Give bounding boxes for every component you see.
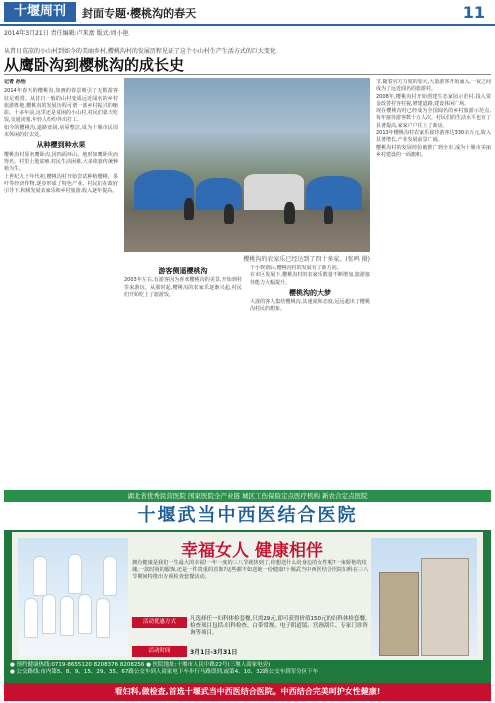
paragraph: 大波的客人集结樱桃沟,其速度和态度,远远超出了樱桃沟村民的想象。: [250, 299, 370, 313]
ad-footer-banner: 看妇科,做检查,首选十堰武当中西医结合医院。中西结合完美呵护女性健康!: [4, 683, 491, 701]
nurse-figure: [33, 556, 47, 596]
nurse-figure: [60, 596, 74, 636]
subheading: 从种樱到种水果: [36, 141, 86, 150]
headline-rule: [4, 74, 491, 75]
paragraph: 2013年樱桃沟村农家乐接待游客达330余万元,收入显著增长,产业发展前景广阔。: [376, 130, 491, 144]
article-column-4: [376, 79, 491, 487]
ad-body: [12, 532, 483, 660]
lead-text: 从昔日荒凉的小山村到如今的美丽乡村,樱桃沟村的发展历程见证了这个小山村生产生活方式的巨大变化: [4, 48, 276, 55]
brand-label: 十堰周刊: [4, 2, 76, 22]
paragraph: 上世纪九十年代初,樱桃沟村开始尝试种植樱桃、茶叶等经济作物,逐步形成了特色产业。村民们在政府引导下,积极发展农家乐和乡村旅游,收入逐年提高。: [4, 173, 118, 195]
ad-slogan: 幸福女人 健康相伴: [181, 541, 323, 561]
nurse-figure: [68, 554, 82, 594]
nurse-figure: [103, 556, 117, 596]
contact-line: ● 公交路线:市内第5、8、9、15、29、35、67路公交车到人商家电下车步行马路即到,或第4、10、32路公交车到军分区下车: [10, 669, 319, 676]
activity-time: 3月1日-3月31日: [190, 649, 238, 656]
contact-line: ● 预约健康热线:0719-8655120 8208376 8208256 ● 医院地址:十堰市人民中路22号(三堰人商家电旁): [10, 662, 271, 668]
subheading: 樱桃沟的大梦: [289, 288, 331, 297]
person-figure: [284, 202, 295, 224]
ad-contact: [4, 661, 491, 683]
article-column-3: [250, 265, 370, 487]
ad-topbar: 湖北省优秀民营医院 国家医院全产业链 城区工伤保险定点医疗机构 新农合定点医院: [4, 490, 491, 502]
person-figure: [224, 204, 234, 224]
page-headline: 从鹰卧沟到樱桃沟的成长史: [4, 56, 185, 74]
paragraph: 个小规划后,樱桃沟村的发展有了新方向。: [250, 265, 342, 271]
building-shape: [379, 572, 419, 656]
hospital-advertisement: [4, 490, 491, 701]
nurse-figure: [42, 594, 56, 634]
paragraph: 2008年,樱桃沟村开始创建生态家园示范村,投入资金改善村容村貌,修建道路,建设休闲广场。: [376, 93, 491, 107]
paragraph: 在市区发展下,樱桃沟村的农家乐数量不断增加,旅游接待能力大幅提升。: [250, 272, 370, 286]
paragraph: 2014年春天的樱桃沟,如画的春景吸引了无数游客驻足观赏。从昔日一般的山村变成远近闻名的乡村旅游胜地,樱桃沟的发展历程可谓一部乡村振兴的缩影。十多年前,这里还是贫困的小山村,村民们靠天吃饭,交通闭塞,年轻人纷纷外出打工。: [4, 88, 118, 124]
ad-body-text: 拥有健康是我们一生最大的幸福!一年一度的三八节就快到了,你想送什么给身边的女性呢?一束娇艳的玫瑰,一款时尚的服饰,还是一件贵重的首饰?这些都不如送她一份健康!十堰武当中西医结合医院妇科在三八节期间特推出专项检查套餐活动。: [132, 560, 369, 580]
hospital-building-photo: [371, 538, 477, 656]
dateline: 2014年3月21日 责任编辑:卢来富 版式:周小艳: [4, 30, 129, 37]
offer-text: 凡选择任一妇科体检套餐,只需29元,即可获得价值150元的妇科体检套餐。检查项目包括:妇科检查、白带常规、电子阴道镜、宫颈刮片、专家门诊咨询等项目。: [190, 616, 371, 636]
blue-tent: [196, 178, 242, 210]
nurse-figure: [96, 598, 110, 638]
paragraph: 节,随着官方力度的加大,大量游客开始涌入,一夜之间成为了远近闻名的旅游村。: [376, 79, 491, 93]
subheading: 游客侧遥樱桃沟: [158, 267, 208, 275]
page-number: 11: [462, 3, 485, 22]
byline: 记者 孙怡: [4, 79, 26, 85]
photo-caption: 樱桃沟的农家乐已经达到了四十多家。(张鸣 摄): [243, 256, 370, 263]
article-column-2: [124, 265, 242, 487]
page-header: [0, 0, 495, 26]
village-photo: [124, 78, 370, 252]
offer-badge: 活动优惠方式: [132, 617, 187, 628]
white-tent: [244, 174, 304, 210]
paragraph: 现在樱桃沟村已经成为全国闻名的乡村旅游示范点,每年接待游客数十万人次。村民们的生活水平也有了显著提高,家家户户住上了新房。: [376, 108, 491, 129]
paragraph: 樱桃沟村的发展经验被推广到全市,成为十堰市美丽乡村建设的一面旗帜。: [376, 144, 491, 158]
hospital-name: 十堰武当中西医结合医院: [4, 502, 491, 530]
person-figure: [184, 198, 194, 220]
nurse-figure: [24, 598, 38, 638]
paragraph: 2003年左右,有游客因为喜欢樱桃沟的美景,开始到村里来游玩。从那时起,樱桃沟的农家乐逐渐兴起,村民们开始吃上了旅游饭。: [124, 277, 242, 298]
blue-tent: [306, 176, 362, 210]
article-column-1: [4, 79, 118, 487]
topic-title: 封面专题·樱桃沟的春天: [82, 7, 197, 20]
nurses-photo: [18, 538, 128, 656]
nurse-figure: [78, 594, 92, 634]
paragraph: 如今的樱桃沟,道路宽阔,房屋整洁,成为十堰市民周末休闲的好去处。: [4, 124, 118, 139]
paragraph: 樱桃沟村原名鹰卧沟,因四面环山、地形如鹰卧伏而得名。村里土地贫瘠,村民生活困难,大多依靠传统种植为生。: [4, 151, 118, 173]
person-figure: [324, 206, 333, 224]
building-shape: [421, 558, 469, 656]
time-badge: 活动时间: [132, 646, 187, 657]
